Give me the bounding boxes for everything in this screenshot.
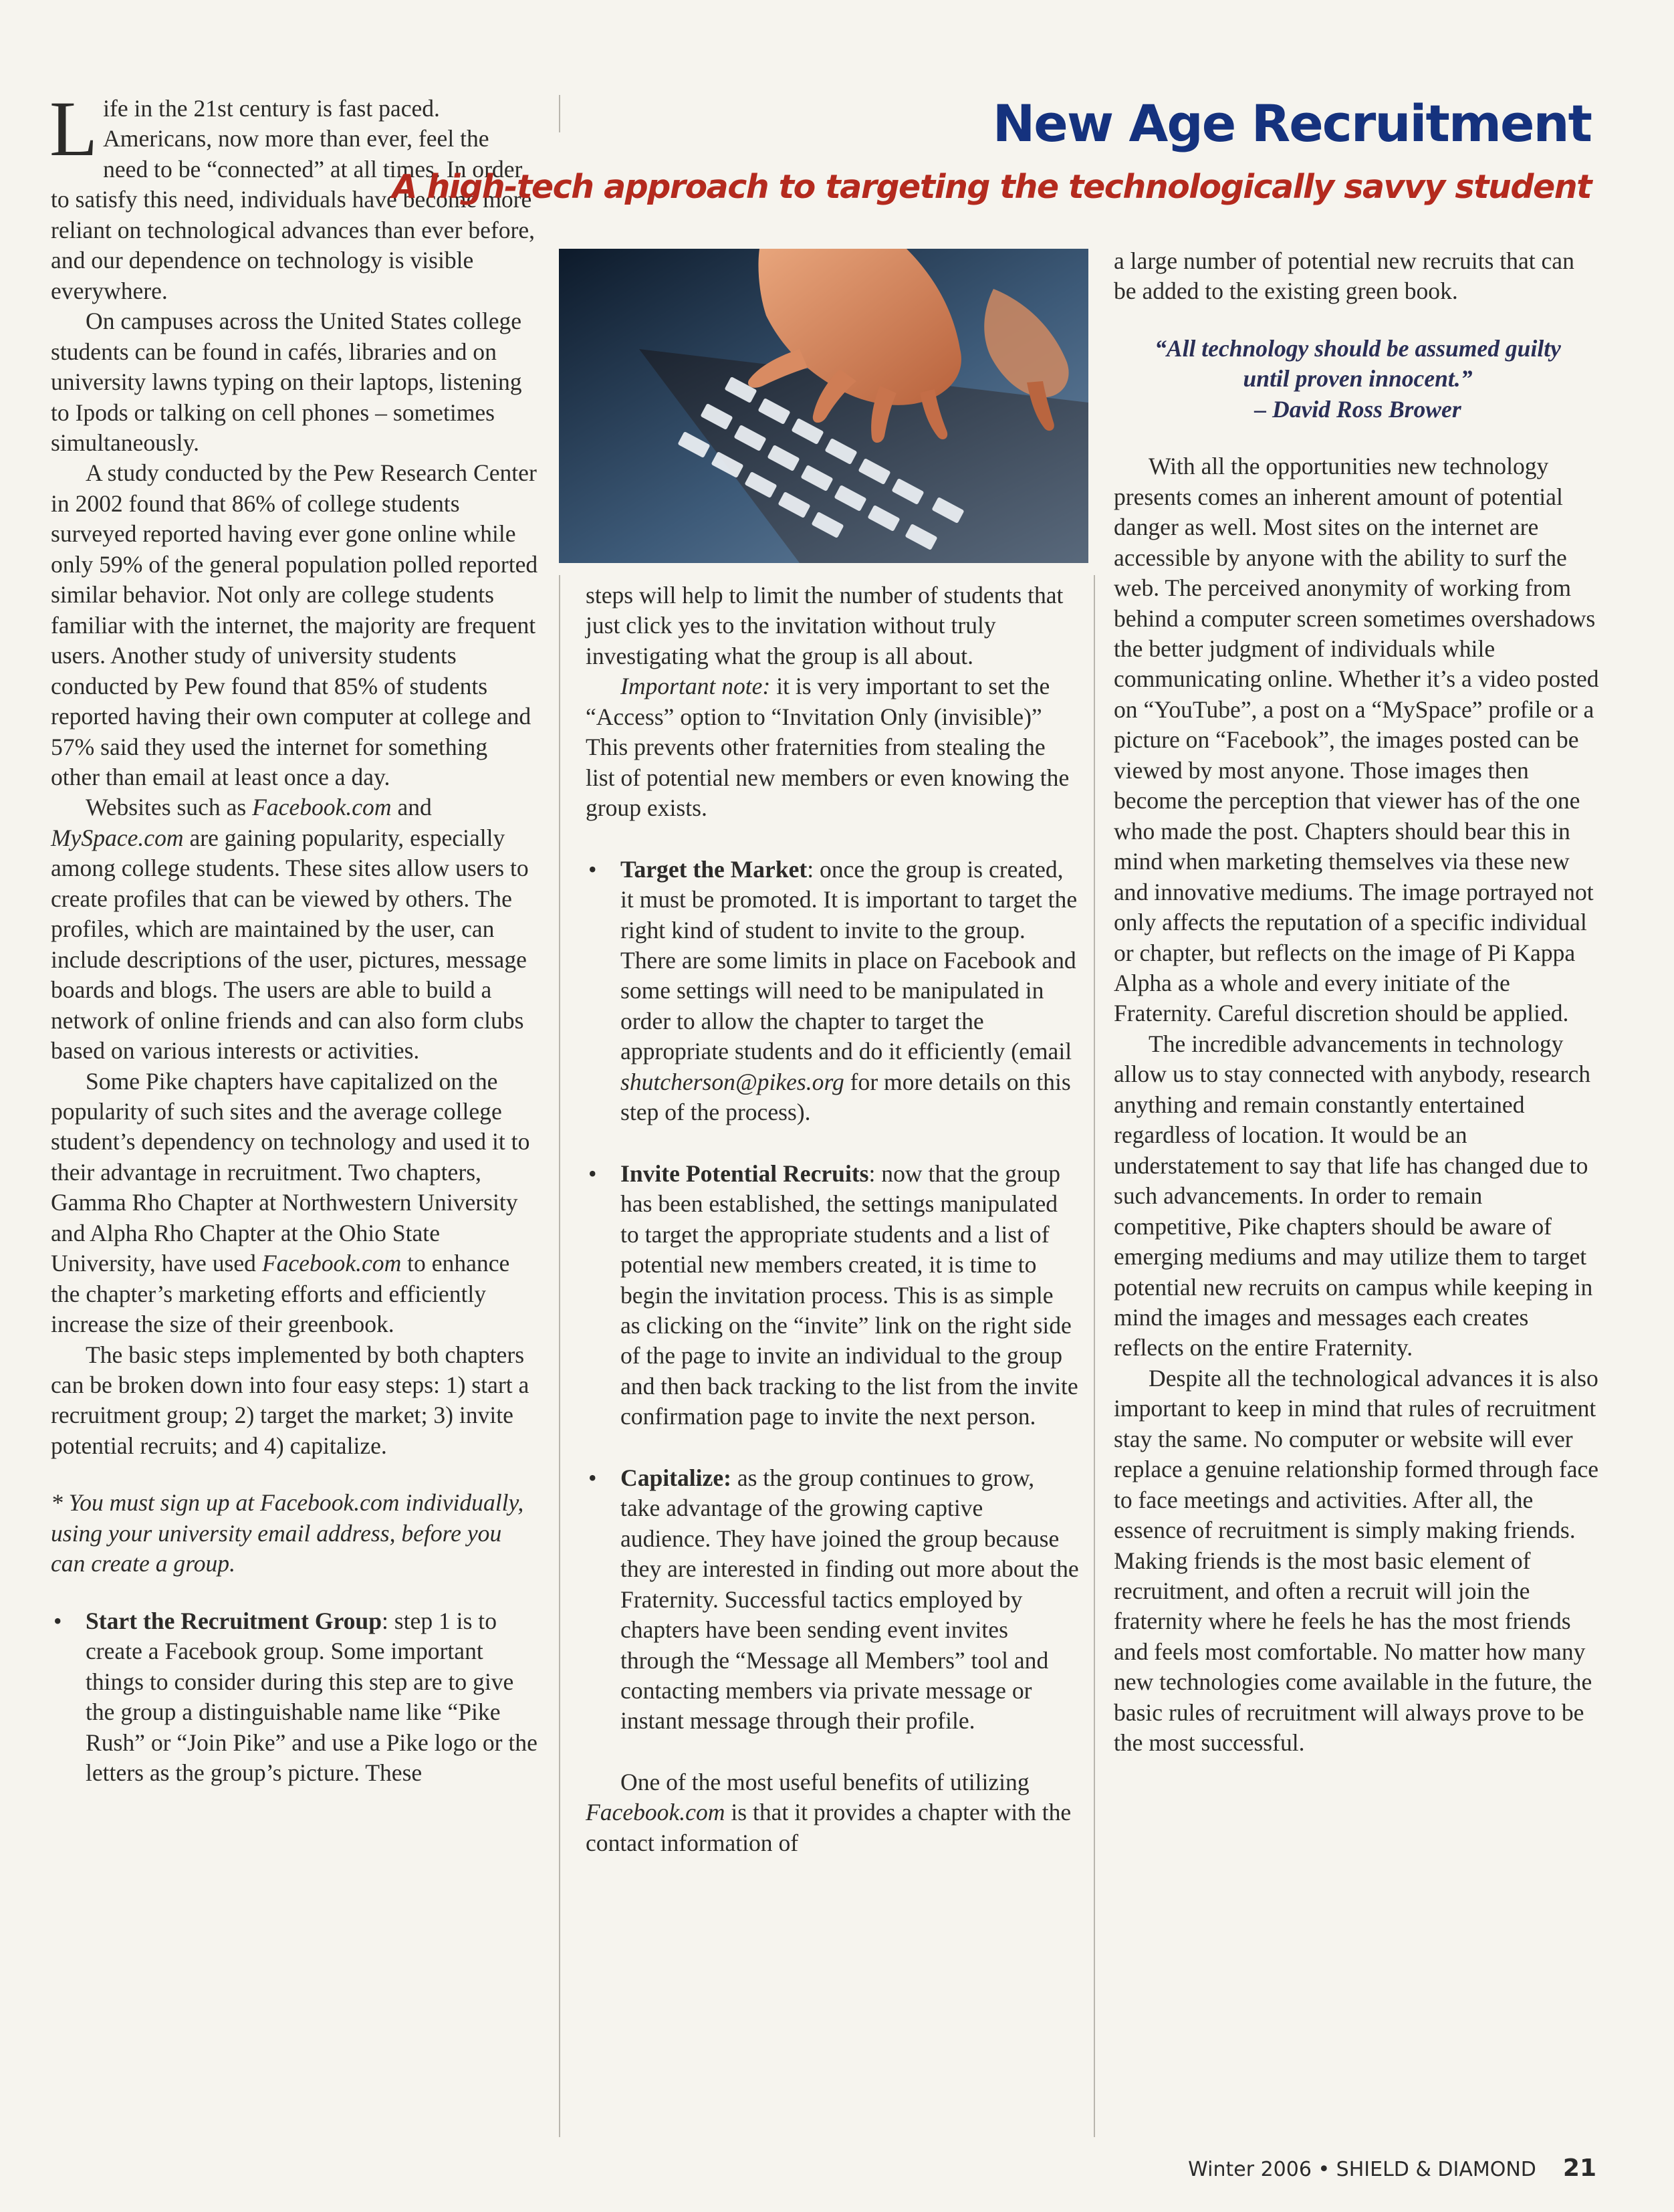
paragraph: On campuses across the United States college students can be found in cafés, libraries and on university lawns typing on their laptops, listening to Ipods or talking on cell phones – sometimes simultaneously. (51, 308, 522, 456)
quote-attribution: – David Ross Brower (1254, 395, 1461, 423)
paragraph: Websites such as Facebook.com and MySpace.com are gaining popularity, especially among college students. These sites allow users to create profiles that can be viewed by others. The profiles, which are maintained by the user, can include descriptions of the user, pictures, message boards and blogs. The users are able to build a network of online friends and can also form clubs based on various interests or activities. (51, 794, 529, 1065)
intro-paragraph: Life in the 21st century is fast paced. Americans, now more than ever, feel the need to be “connected” at all times. In order to satisfy this need, individuals have become more reliant on technological advances than ever before, and our dependence on technology is visible everywhere. (49, 85, 535, 304)
signup-note: * You must sign up at Facebook.com individually, using your university email address, before you can create a group. (51, 1489, 524, 1577)
pull-quote (1114, 334, 1602, 425)
quote-line: “All technology should be assumed guilty (1155, 334, 1561, 362)
paragraph: Despite all the technological advances it is also important to keep in mind that rules of recruitment stay the same. No computer or website will ever replace a genuine relationship formed through face to face meetings and activities. After all, the essence of recruitment is simply making friends. Making friends is the most basic element of recruitment, and often a recruit will join the fraternity where he feels he has the most friends and feels most comfortable. No matter how many new technologies come available in the future, the basic rules of recruitment will always prove to be the most successful. (1114, 1364, 1599, 1757)
column-divider (559, 575, 560, 2137)
drop-cap: L (49, 85, 98, 173)
article-title: New Age Recruitment (992, 94, 1591, 153)
bullet-start-group: • Start the Recruitment Group: step 1 is to create a Facebook group. Some important things to consider during this step are to give the group a distinguishable name like “Pike Rush” or “Join Pike” and use a Pike logo or the letters as the group’s picture. These (53, 1607, 537, 1787)
column-1 (49, 85, 539, 1788)
paragraph: A study conducted by the Pew Research Center in 2002 found that 86% of college students surveyed reported having ever gone online while only 59% of the general population polled reported similar behavior. Not only are college students familiar with the internet, the majority are frequent users. Another study of university students conducted by Pew found that 85% of students reported having their own computer at college and 57% said they used the internet for something other than email at least once a day. (51, 459, 538, 790)
paragraph: a large number of potential new recruits that can be added to the existing green book. (1114, 247, 1574, 305)
bullet-icon: • (588, 855, 597, 883)
hands-typing-icon (559, 249, 1088, 563)
bullet-icon: • (53, 1607, 62, 1634)
paragraph: steps will help to limit the number of students that just click yes to the invitation without truly investigating what the group is all about. (586, 582, 1064, 669)
page-footer (1188, 2154, 1596, 2182)
paragraph: One of the most useful benefits of utilizing Facebook.com is that it provides a chapter with the contact information of (586, 1768, 1072, 1856)
paragraph: The incredible advancements in technology allow us to stay connected with anybody, research anything and remain constantly entertained regardless of location. It would be an understatement to say that life has changed due to such advancements. In order to remain competitive, Pike chapters should be aware of emerging mediums and may utilize them to target potential new recruits on campus while keeping in mind the images and messages each creates reflects on the entire Fraternity. (1114, 1030, 1593, 1361)
bullet-capitalize: • Capitalize: as the group continues to grow, take advantage of the growing captive audience. They have joined the group because they are interested in finding out more about the Fraternity. Successful tactics employed by chapters have been sending event invites through the “Message all Members” tool and contacting members via private message or instant message through their profile. (588, 1464, 1079, 1735)
column-divider (559, 95, 560, 132)
keyboard-photo (559, 249, 1088, 563)
bullet-icon: • (588, 1464, 597, 1491)
article-subtitle: A high-tech approach to targeting the technologically savvy student (392, 168, 1591, 206)
bullet-target-market: • Target the Market: once the group is created, it must be promoted. It is important to target the right kind of student to invite to the group. There are some limits in place on Facebook and some settings will need to be manipulated in order to allow the chapter to target the appropriate students and do it efficiently (email shutcherson@pikes.org for more details on this step of the process). (588, 855, 1078, 1126)
important-note: Important note: it is very important to set the “Access” option to “Invitation Only (invisible)” This prevents other fraternities from stealing the list of potential new members or even knowing the group exists. (586, 673, 1070, 822)
quote-line: until proven innocent.” (1243, 365, 1473, 393)
paragraph: With all the opportunities new technology presents comes an inherent amount of potential danger as well. Most sites on the internet are accessible by anyone with the ability to surf the web. The perceived anonymity of working from behind a computer screen sometimes overshadows the better judgment of individuals while communicating online. Whether it’s a video posted on “YouTube”, a post on a “MySpace” profile or a picture on “Facebook”, the images posted can be viewed by most anyone. Those images then become the perception that viewer has of the one who made the post. Chapters should bear this in mind when marketing themselves via these new and innovative mediums. The image portrayed not only affects the reputation of a specific individual or chapter, but reflects on the image of Pi Kappa Alpha as a whole and every initiate of the Fraternity. Careful discretion should be applied. (1114, 453, 1599, 1027)
column-2 (586, 580, 1079, 1858)
column-3 (1114, 246, 1602, 1759)
paragraph: Some Pike chapters have capitalized on the popularity of such sites and the average college student’s dependency on technology and used it to their advantage in recruitment. Two chapters, Gamma Rho Chapter at Northwestern University and Alpha Rho Chapter at the Ohio State University, have used Facebook.com to enhance the chapter’s marketing efforts and efficiently increase the size of their greenbook. (51, 1067, 530, 1338)
bullet-invite-recruits: • Invite Potential Recruits: now that the group has been established, the settings manipulated to target the appropriate students and a list of potential new members created, it is time to begin the invitation process. This is as simple as clicking on the “invite” link on the right side of the page to invite an individual to the group and then back tracking to the list from the invite confirmation page to invite the next person. (588, 1159, 1078, 1430)
issue-label: Winter 2006 • SHIELD & DIAMOND (1188, 2158, 1536, 2181)
column-divider (1094, 575, 1095, 2137)
bullet-icon: • (588, 1159, 597, 1187)
paragraph: The basic steps implemented by both chapters can be broken down into four easy steps: 1) start a recruitment group; 2) target the market; 3) invite potential recruits; and 4) capitalize. (51, 1341, 529, 1459)
page-number: 21 (1562, 2154, 1596, 2182)
